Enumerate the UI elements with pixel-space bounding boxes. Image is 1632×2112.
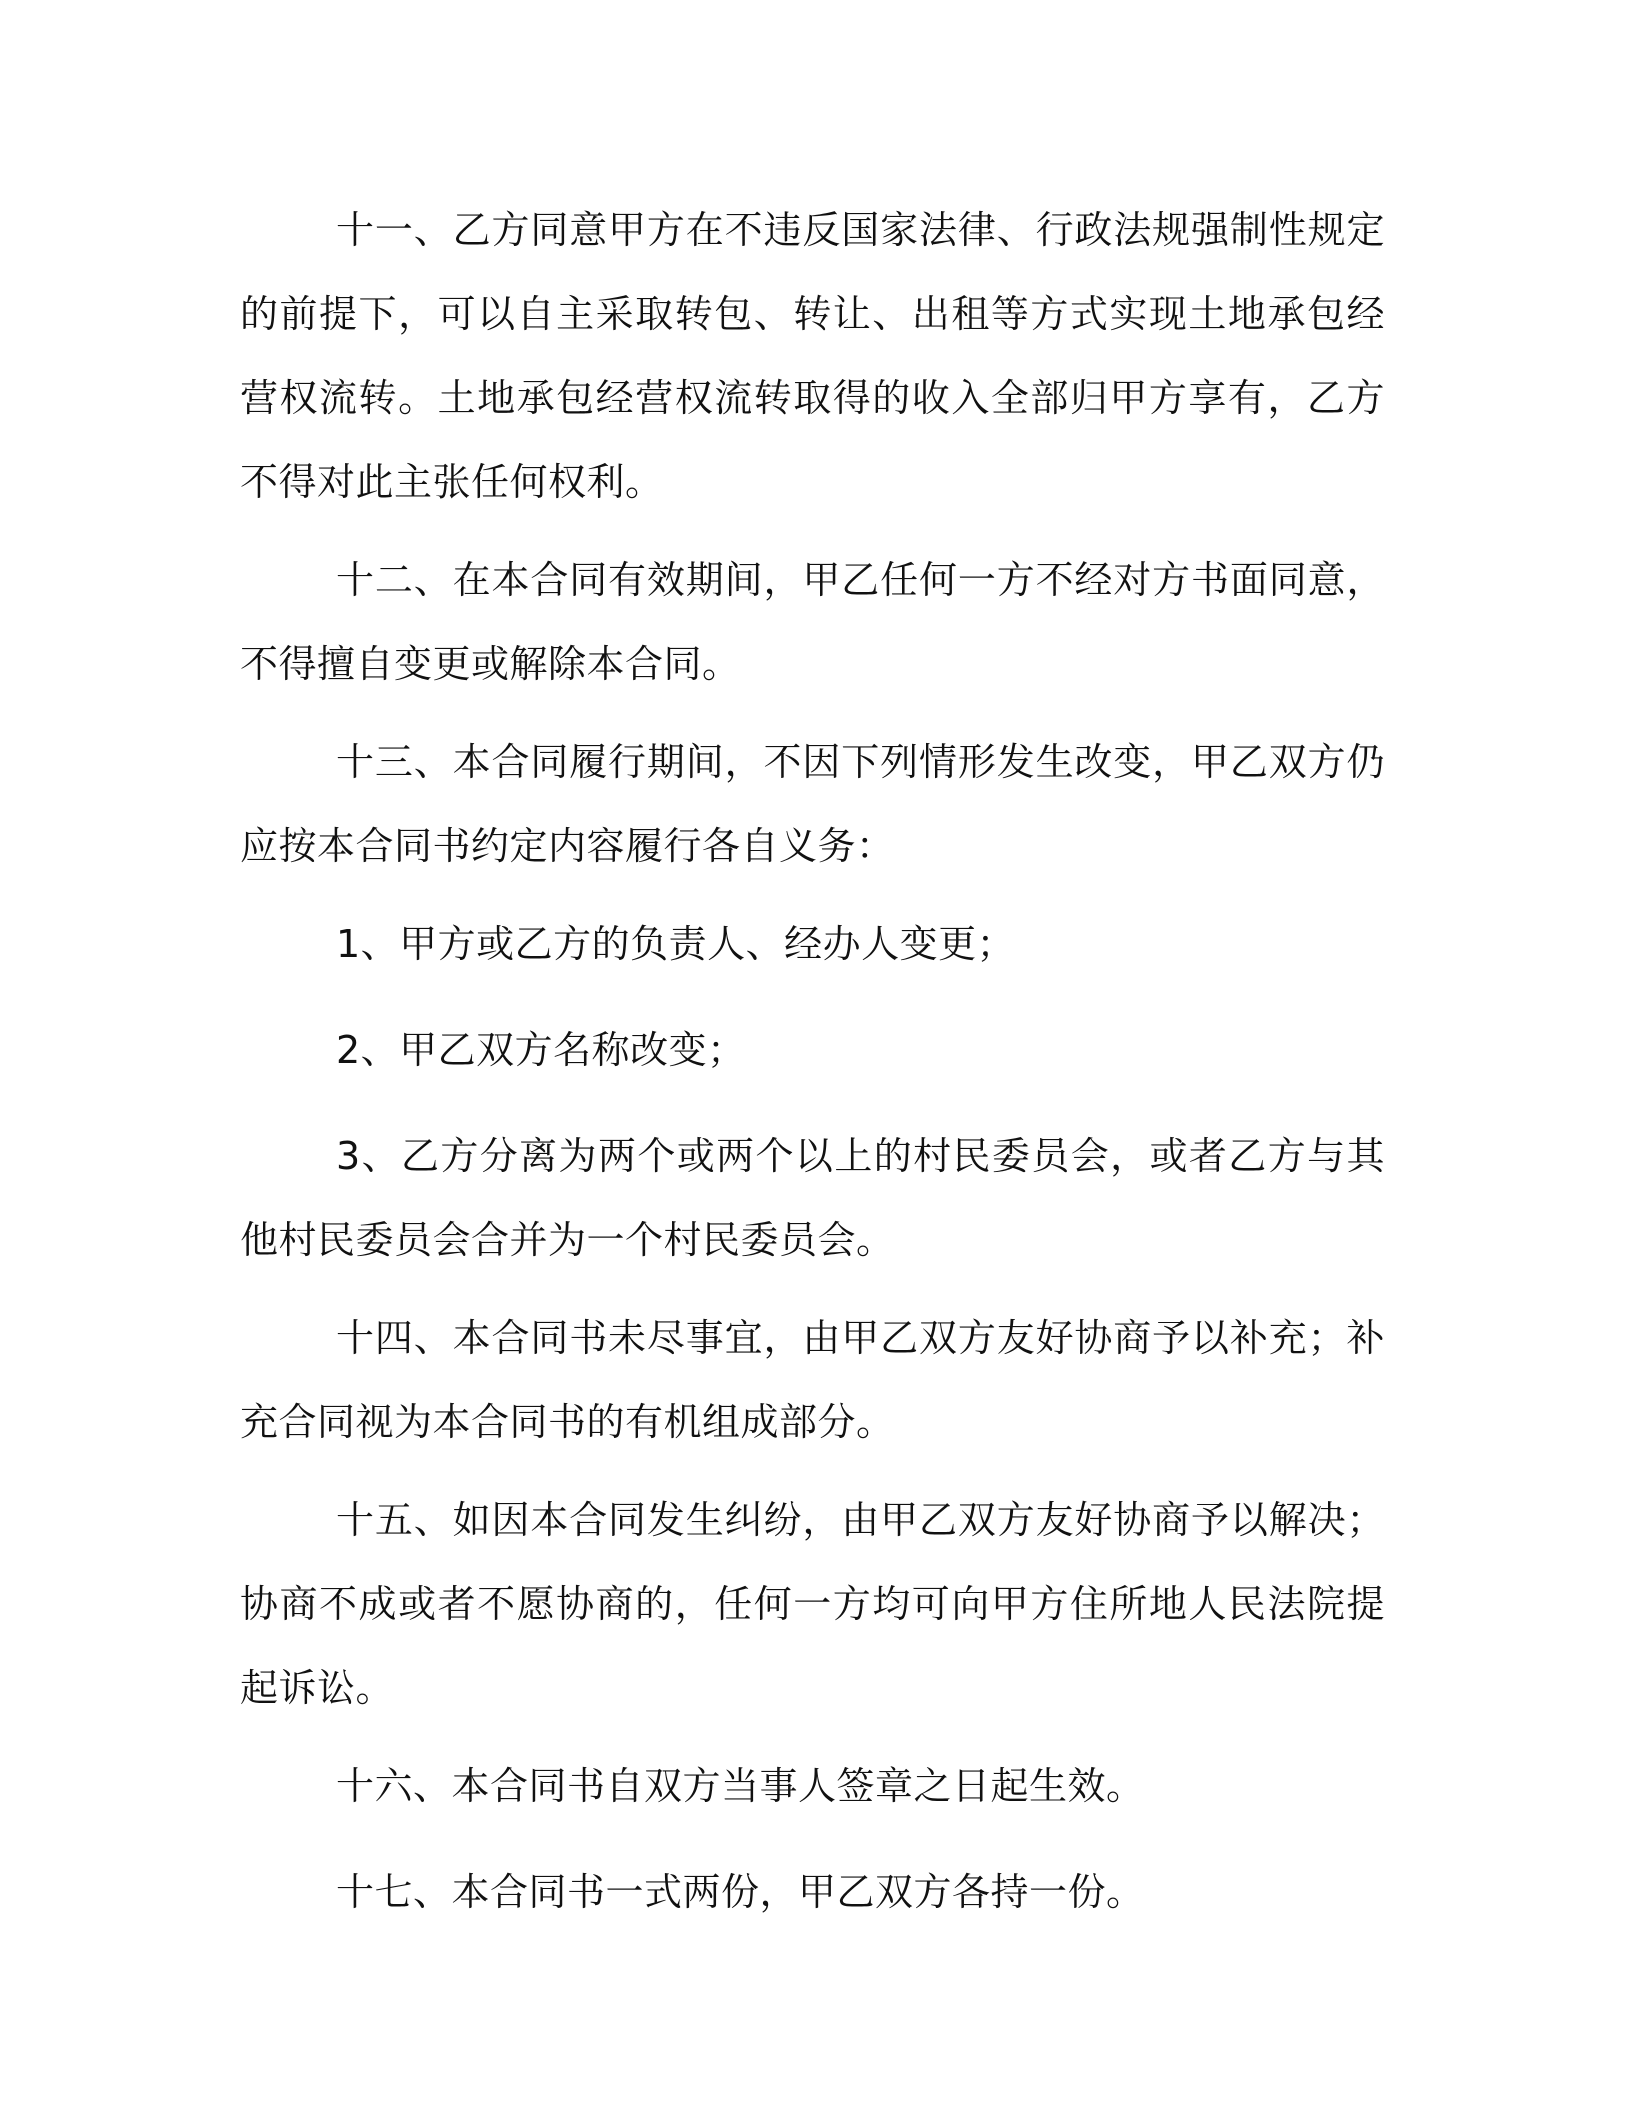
clause-13-item-2: 2、甲乙双方名称改变； xyxy=(336,1028,746,1072)
clause-13: 十三、本合同履行期间，不因下列情形发生改变，甲乙双方仍应按本合同书约定内容履行各自义务： xyxy=(240,740,1385,868)
clause-17: 十七、本合同书一式两份，甲乙双方各持一份。 xyxy=(336,1870,1145,1914)
clause-15: 十五、如因本合同发生纠纷，由甲乙双方友好协商予以解决；协商不成或者不愿协商的，任何一方均可向甲方住所地人民法院提起诉讼。 xyxy=(240,1498,1385,1710)
document-body xyxy=(240,188,1385,1956)
clause-16: 十六、本合同书自双方当事人签章之日起生效。 xyxy=(336,1764,1145,1808)
clause-11: 十一、乙方同意甲方在不违反国家法律、行政法规强制性规定的前提下，可以自主采取转包、转让、出租等方式实现土地承包经营权流转。土地承包经营权流转取得的收入全部归甲方享有，乙方不得对此主张任何权利。 xyxy=(240,208,1385,504)
clause-13-item-3: 3、乙方分离为两个或两个以上的村民委员会，或者乙方与其他村民委员会合并为一个村民委员会。 xyxy=(240,1134,1385,1262)
clause-12: 十二、在本合同有效期间，甲乙任何一方不经对方书面同意，不得擅自变更或解除本合同。 xyxy=(240,558,1385,686)
clause-13-item-1: 1、甲方或乙方的负责人、经办人变更； xyxy=(336,922,1016,966)
clause-14: 十四、本合同书未尽事宜，由甲乙双方友好协商予以补充；补充合同视为本合同书的有机组成部分。 xyxy=(240,1316,1385,1444)
